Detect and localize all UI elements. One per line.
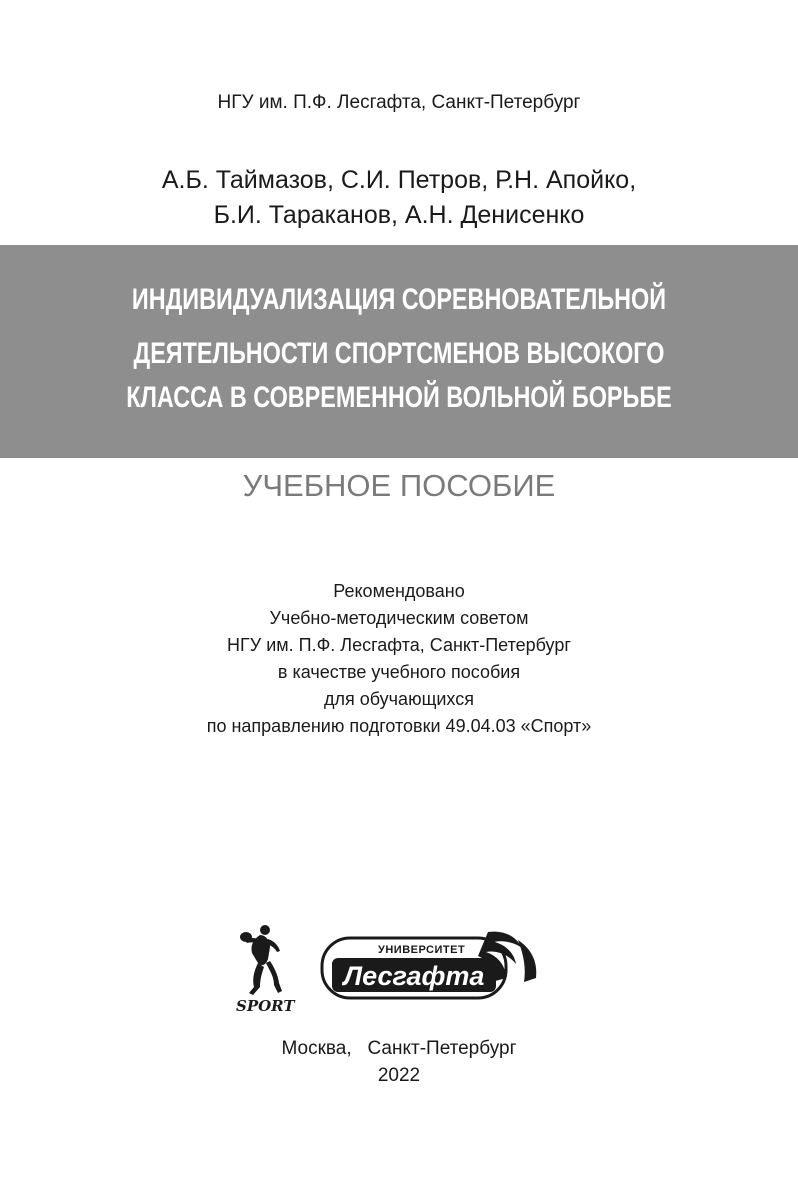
- recommendation-line-1: Рекомендовано: [333, 581, 465, 601]
- university-logo-small-text: УНИВЕРСИТЕТ: [378, 944, 466, 956]
- university-logo: [318, 926, 542, 1002]
- document-type: УЧЕБНОЕ ПОСОБИЕ: [242, 468, 556, 503]
- recommendation-line-3: НГУ им. П.Ф. Лесгафта, Санкт-Петербург: [227, 635, 571, 655]
- sport-logo: [232, 923, 298, 1015]
- publisher-header: НГУ им. П.Ф. Лесгафта, Санкт-Петербург: [217, 92, 581, 113]
- title-band: [0, 245, 798, 458]
- sport-logo-text: SPORT: [236, 997, 295, 1015]
- title-line-1: ИНДИВИДУАЛИЗАЦИЯ СОРЕВНОВАТЕЛЬНОЙ: [131, 283, 667, 316]
- recommendation-line-5: для обучающихся: [324, 689, 474, 709]
- authors-line-1: А.Б. Таймазов, С.И. Петров, Р.Н. Апойко,: [161, 166, 637, 194]
- title-line-3: КЛАССА В СОВРЕМЕННОЙ ВОЛЬНОЙ БОРЬБЕ: [126, 381, 672, 414]
- imprint-city: Москва, Санкт-Петербург: [281, 1038, 517, 1059]
- title-line-2: ДЕЯТЕЛЬНОСТИ СПОРТСМЕНОВ ВЫСОКОГО: [133, 337, 665, 370]
- university-logo-main-text: Лесгафта: [343, 961, 485, 991]
- recommendation-line-4: в качестве учебного пособия: [277, 662, 521, 682]
- imprint-year: 2022: [377, 1065, 421, 1086]
- recommendation-line-2: Учебно-методическим советом: [269, 608, 529, 628]
- authors-line-2: Б.И. Тараканов, А.Н. Денисенко: [213, 201, 585, 229]
- recommendation-line-6: по направлению подготовки 49.04.03 «Спорт»: [206, 716, 592, 736]
